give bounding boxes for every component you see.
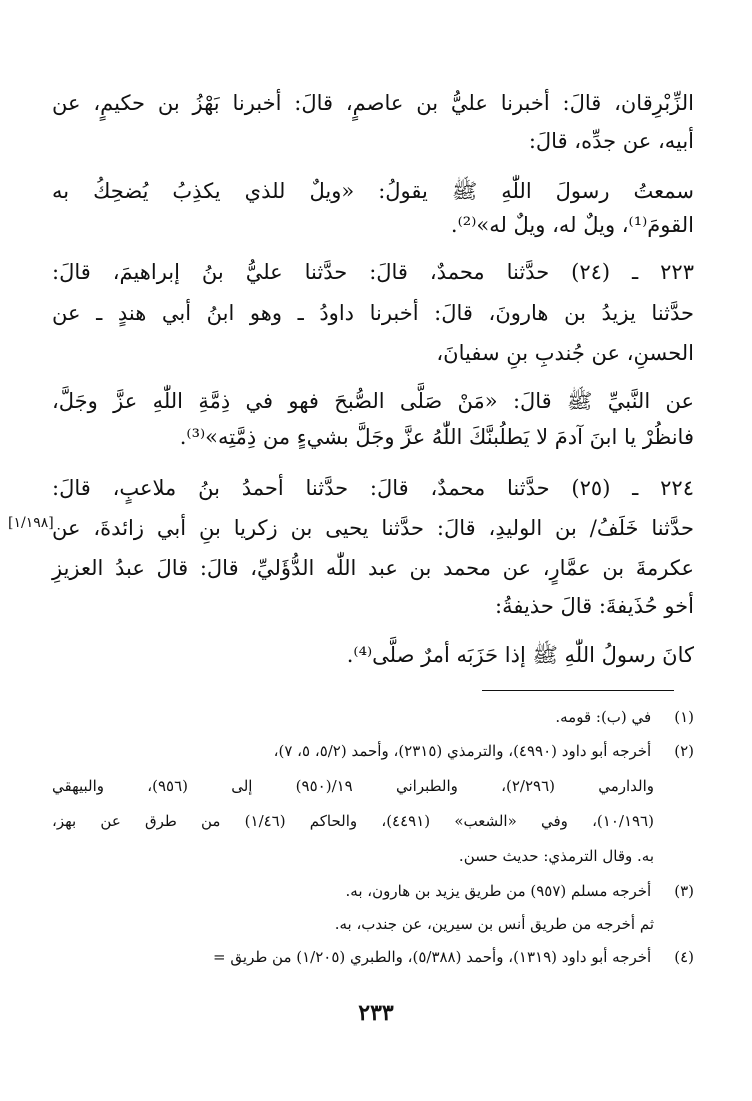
footnote-continuation: والدارمي (٢/٢٩٦)، والطبراني ١٩/(٩٥٠) إلى (٩٥٦)، والبيهقي: [52, 777, 655, 795]
body-line: الزِّبْرِقان، قالَ: أخبرنا عليُّ بن عاصمٍ، قالَ: أخبرنا بَهْزُ بن حكيمٍ، عن: [52, 91, 694, 115]
footnote-number: (٤): [674, 948, 694, 966]
footnote-number: (١): [674, 708, 694, 726]
footnote-text: في (ب): قومه.: [555, 708, 652, 726]
footnote-text: أخرجه أبو داود (٤٩٩٠)، والترمذي (٢٣١٥)، وأحمد (٥/٢، ٥، ٧)،: [273, 742, 652, 760]
footnote: [52, 706, 694, 728]
body-line: ٢٢٣ ـ (٢٤) حدَّثنا محمدٌ، قالَ: حدَّثنا عليُّ بنُ إبراهيمَ، قالَ:: [52, 260, 694, 284]
footnote-text: أخرجه أبو داود (١٣١٩)، وأحمد (٥/٣٨٨)، والطبري (١/٢٠٥) من طريق =: [213, 948, 652, 966]
footnote: [52, 880, 694, 902]
body-line: حدَّثنا خَلَفُ/ بن الوليدِ، قالَ: حدَّثنا يحيى بن زكريا بنِ أبي زائدةَ، عن: [52, 516, 694, 540]
footnote-text: أخرجه مسلم (٩٥٧) من طريق يزيد بن هارون، به.: [345, 882, 652, 900]
footnote-continuation: (١٠/١٩٦)، وفي «الشعب» (٤٤٩١)، والحاكم (١/٤٦) من طرق عن بهز،: [52, 812, 654, 830]
body-line: كانَ رسولُ اللّٰهِ ﷺ إذا حَزَبَه أمرٌ صلَّى⁽⁴⁾.: [346, 643, 694, 667]
body-line: عن النَّبيِّ ﷺ قالَ: «مَنْ صَلَّى الصُّبحَ فهو في ذِمَّةِ اللّٰهِ عزَّ وجَلَّ،: [52, 389, 694, 413]
body-line: الحسنِ، عن جُندبِ بنِ سفيانَ،: [436, 341, 694, 365]
body-line: سمعتُ رسولَ اللّٰهِ ﷺ يقولُ: «ويلٌ للذي يكذِبُ يُضحِكُ به: [52, 179, 694, 203]
footnote-number: (٢): [674, 742, 694, 760]
footnote-divider: [482, 690, 674, 691]
body-line: أخو حُذَيفةَ: قالَ حذيفةُ:: [495, 594, 694, 618]
footnote-continuation: ثم أخرجه من طريق أنس بن سيرين، عن جندب، به.: [334, 915, 654, 933]
footnote: [52, 740, 694, 762]
footnote-continuation: به. وقال الترمذي: حديث حسن.: [458, 847, 654, 865]
body-line: أبيه، عن جدِّه، قالَ:: [528, 129, 694, 153]
margin-folio-reference: [١/١٩٨]: [8, 515, 54, 531]
body-line: فانظُرْ يا ابنَ آدمَ لا يَطلُبنَّكَ اللّٰهُ عزَّ وجَلَّ بشيءٍ من ذِمَّتِه»⁽³⁾.: [179, 425, 694, 449]
body-line: حدَّثنا يزيدُ بن هارونَ، قالَ: أخبرنا داودُ ـ وهو ابنُ أبي هندٍ ـ عن: [52, 301, 694, 325]
page-number: ٢٣٣: [358, 1000, 394, 1026]
body-line: القومَ⁽¹⁾، ويلٌ له، ويلٌ له»⁽²⁾.: [450, 213, 694, 237]
body-line: عكرمةَ بن عمَّارٍ، عن محمد بن عبد اللّٰه الدُّؤَليِّ، قالَ: قالَ عبدُ العزيزِ: [52, 556, 694, 580]
footnote-number: (٣): [674, 882, 694, 900]
body-line: ٢٢٤ ـ (٢٥) حدَّثنا محمدٌ، قالَ: حدَّثنا أحمدُ بنُ ملاعبٍ، قالَ:: [52, 476, 694, 500]
footnote: [52, 946, 694, 968]
